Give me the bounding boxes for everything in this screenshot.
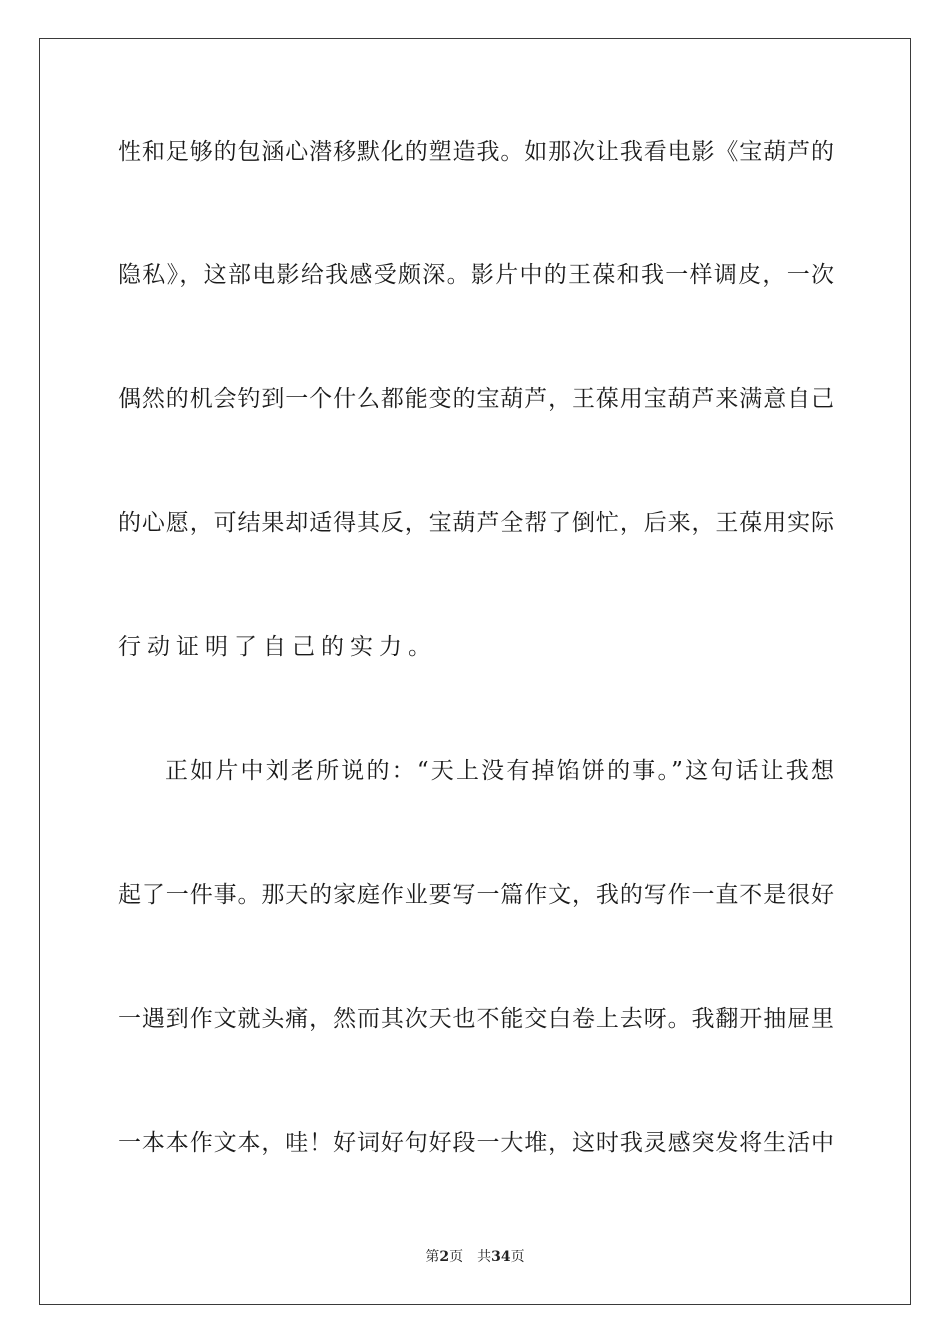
- total-prefix: 共: [477, 1249, 492, 1265]
- total-pages: 34: [491, 1249, 511, 1265]
- page-suffix: 页: [449, 1249, 464, 1265]
- text-line-9: 一本本作文本，哇！好词好句好段一大堆，这时我灵感突发将生活中: [118, 1130, 834, 1156]
- page-prefix: 第: [425, 1249, 440, 1265]
- page-footer: [0, 1247, 950, 1267]
- page-border: [39, 38, 911, 1305]
- text-line-1: 性和足够的包涵心潜移默化的塑造我。如那次让我看电影《宝葫芦的: [118, 139, 834, 165]
- text-line-5: 行动证明了自己的实力。: [118, 634, 437, 660]
- text-line-4: 的心愿，可结果却适得其反，宝葫芦全帮了倒忙，后来，王葆用实际: [118, 510, 834, 536]
- text-line-6: 正如片中刘老所说的：“天上没有掉馅饼的事。”这句话让我想: [165, 758, 834, 784]
- text-line-3: 偶然的机会钓到一个什么都能变的宝葫芦，王葆用宝葫芦来满意自己: [118, 386, 834, 412]
- text-line-7: 起了一件事。那天的家庭作业要写一篇作文，我的写作一直不是很好: [118, 882, 834, 908]
- total-suffix: 页: [510, 1249, 525, 1265]
- page-number: 2: [439, 1249, 450, 1265]
- text-line-8: 一遇到作文就头痛，然而其次天也不能交白卷上去呀。我翻开抽屉里: [118, 1006, 834, 1032]
- text-line-2: 隐私》，这部电影给我感受颇深。影片中的王葆和我一样调皮，一次: [118, 262, 834, 288]
